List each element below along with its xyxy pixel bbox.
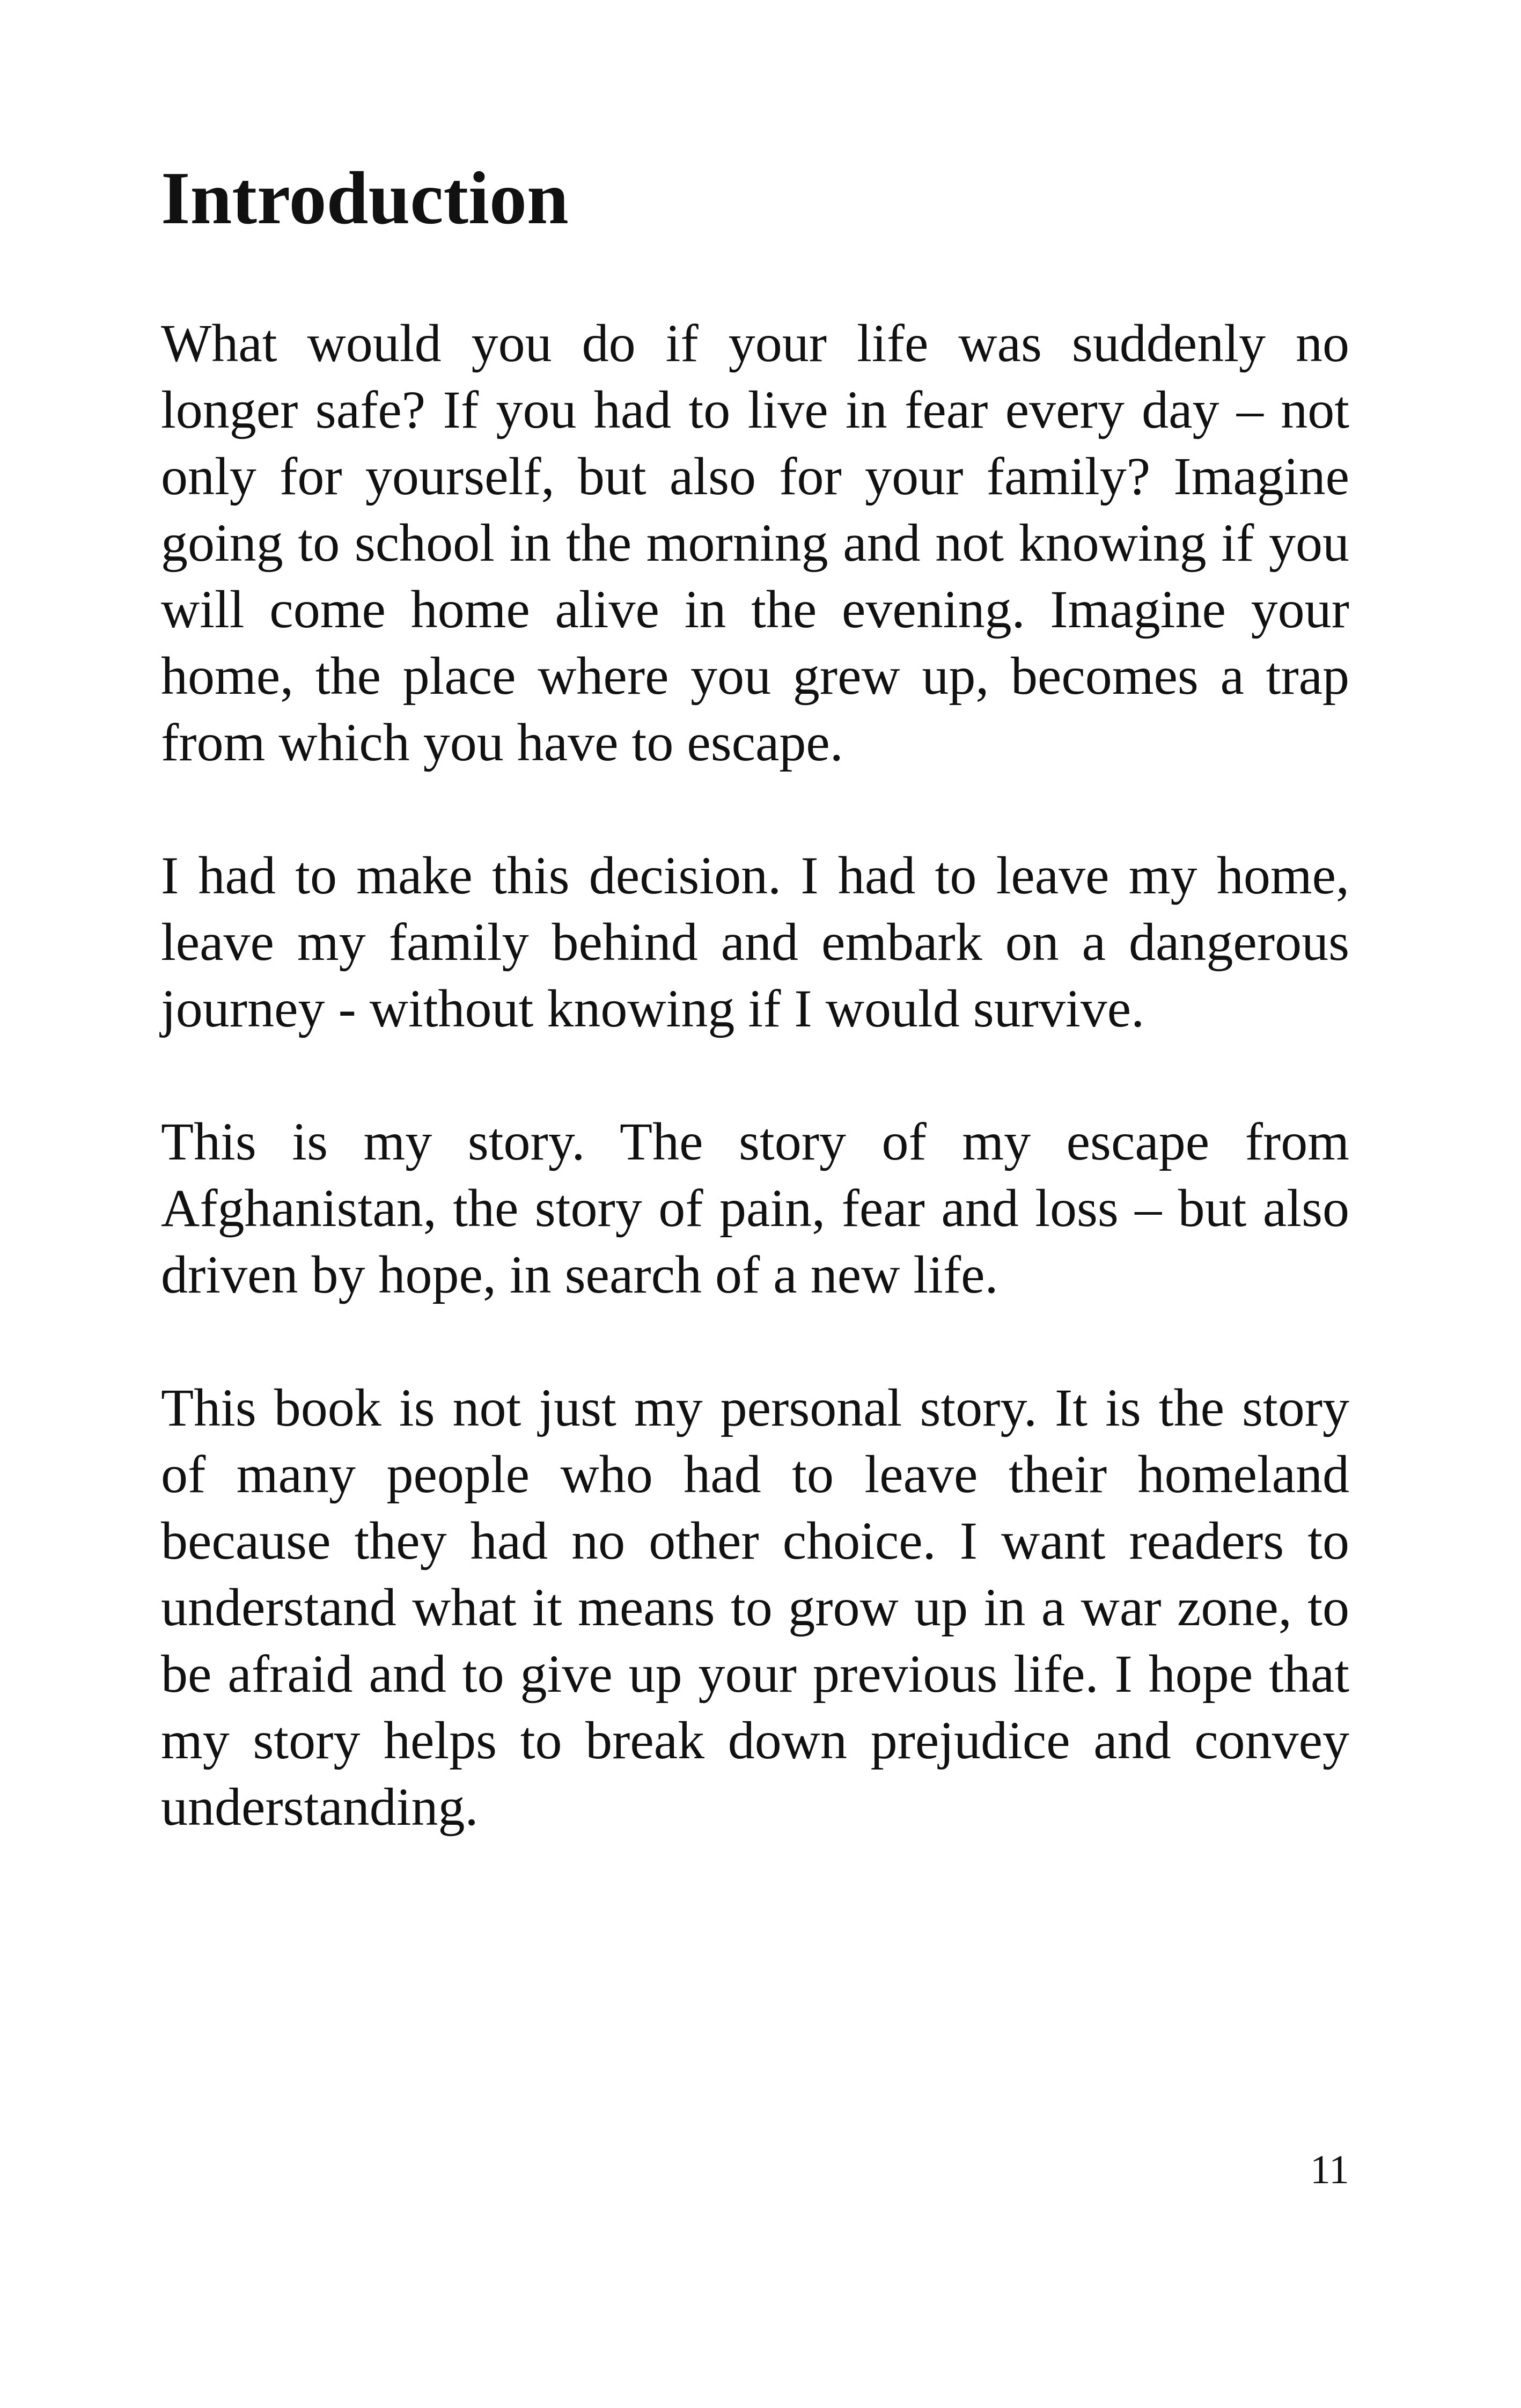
paragraph-4: This book is not just my personal story. It is the story of many people who had to leave their homeland because they had no other choice. I want readers to understand what it means to grow up in a war zone, to be afraid and to give up your previous life. I hope that my story helps to break down prejudice and convey understanding. [161, 1378, 1349, 1837]
chapter-body [161, 310, 1349, 1840]
paragraph-1: What would you do if your life was suddenly no longer safe? If you had to live in fear every day – not only for yourself, but also for your family? Imagine going to school in the morning and not knowing if you will come home alive in the evening. Imagine your home, the place where you grew up, becomes a trap from which you have to escape. [161, 313, 1349, 772]
paragraph-3: This is my story. The story of my escape from Afghanistan, the story of pain, fear and loss – but also driven by hope, in search of a new life. [161, 1112, 1349, 1304]
paragraph-2: I had to make this decision. I had to leave my home, leave my family behind and embark on a dangerous journey - without knowing if I would survive. [161, 846, 1349, 1038]
chapter-title: Introduction [161, 157, 569, 240]
page-number: 11 [1310, 2147, 1349, 2192]
